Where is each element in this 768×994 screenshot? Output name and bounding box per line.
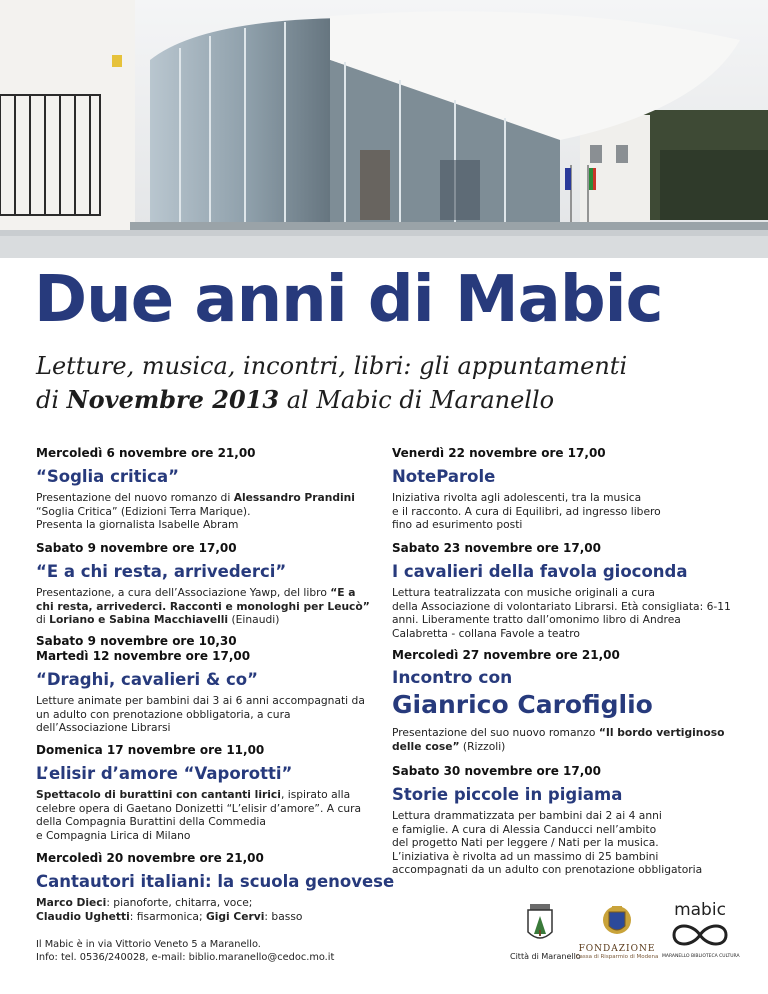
event-description: Lettura teatralizzata con musiche originali a cura della Associazione di volontariato Librarsi. Età consigliata: 6-11 anni. Liberamente tratto dall’omonimo libro di Andrea Calabretta - collana Favole a teatro	[392, 586, 731, 640]
event-date: Mercoledì 6 novembre ore 21,00	[36, 446, 256, 460]
foundation-name: FONDAZIONE	[578, 944, 656, 954]
event-date: Mercoledì 20 novembre ore 21,00	[36, 851, 264, 865]
event-cavalieri-favola	[392, 541, 734, 640]
maranello-logo	[510, 900, 581, 961]
event-date: Sabato 9 novembre ore 10,30	[36, 634, 237, 648]
event-title: L’elisir d’amore “Vaporotti”	[36, 764, 293, 783]
city-crest-icon	[510, 900, 570, 948]
event-title: “E a chi resta, arrivederci”	[36, 562, 287, 581]
subtitle-line-1: Letture, musica, incontri, libri: gli appuntamenti	[36, 352, 628, 380]
event-description: Iniziativa rivolta agli adolescenti, tra la musica e il racconto. A cura di Equilibri, ad ingresso libero fino ad esurimento posti	[392, 491, 661, 532]
event-soglia-critica	[36, 446, 376, 532]
footer-contact: Info: tel. 0536/240028, e-mail: biblio.maranello@cedoc.mo.it	[36, 952, 335, 963]
event-description: Lettura drammatizzata per bambini dai 2 ai 4 anni e famiglie. A cura di Alessia Canducci nell’ambito del progetto Nati per leggere / Nati per la musica. L’iniziativa è rivolta ad un massimo di 25 bambini accompagnati da un adulto con prenotazione obbligatoria	[392, 809, 703, 877]
event-carofiglio	[392, 648, 734, 753]
event-cantautori-italiani	[36, 851, 395, 923]
event-date: Sabato 23 novembre ore 17,00	[392, 541, 601, 555]
foundation-subtitle: Cassa di Risparmio di Modena	[575, 954, 659, 960]
library-building-image	[0, 0, 768, 258]
event-description: Marco Dieci: pianoforte, chitarra, voce; Claudio Ughetti: fisarmonica; Gigi Cervi: basso	[36, 896, 303, 923]
crest-label: Città di Maranello	[510, 952, 581, 961]
event-description: Presentazione del suo nuovo romanzo “Il bordo vertiginoso delle cose” (Rizzoli)	[392, 726, 725, 753]
event-draghi-cavalieri	[36, 634, 376, 735]
mabic-wordmark: mabic	[674, 900, 726, 920]
event-description: Presentazione, a cura dell’Associazione Yawp, del libro “E a chi resta, arrivederci. Racconti e monologhi per Leucò” di Loriano e Sabina Macchiavelli (Einaudi)	[36, 586, 370, 627]
event-e-a-chi-resta	[36, 541, 376, 627]
event-date: Venerdì 22 novembre ore 17,00	[392, 446, 606, 460]
event-title: Storie piccole in pigiama	[392, 785, 623, 804]
event-date: Sabato 30 novembre ore 17,00	[392, 764, 601, 778]
page-title: Due anni di Mabic	[34, 263, 663, 337]
header-photo	[0, 0, 768, 258]
footer-address: Il Mabic è in via Vittorio Veneto 5 a Maranello.	[36, 939, 261, 950]
event-guest-name: Gianrico Carofiglio	[392, 690, 653, 719]
infinity-icon	[662, 920, 738, 950]
event-storie-piccole	[392, 764, 734, 877]
event-title: “Draghi, cavalieri & co”	[36, 670, 258, 689]
subtitle-line-2: di Novembre 2013 al Mabic di Maranello	[36, 385, 555, 414]
event-title: Incontro con	[392, 668, 513, 688]
event-description: Spettacolo di burattini con cantanti lirici, ispirato alla celebre opera di Gaetano Donizetti “L’elisir d’amore”. A cura della Compagnia Burattini della Commedia e Compagnia Lirica di Milano	[36, 788, 362, 842]
event-description: Letture animate per bambini dai 3 ai 6 anni accompagnati da un adulto con prenotazione obbligatoria, a cura dell’Associazione Librarsi	[36, 694, 365, 735]
event-title: “Soglia critica”	[36, 467, 179, 486]
event-description: Presentazione del nuovo romanzo di Alessandro Prandini “Soglia Critica” (Edizioni Terra Marique). Presenta la giornalista Isabelle Abram	[36, 491, 355, 532]
footer-info	[36, 938, 416, 964]
event-date: Sabato 9 novembre ore 17,00	[36, 541, 237, 555]
event-title: I cavalieri della favola gioconda	[392, 562, 688, 581]
mabic-logo	[662, 900, 738, 959]
foundation-crest-icon	[572, 900, 662, 940]
page-subtitle	[36, 350, 756, 417]
mabic-subtitle: MARANELLO BIBLIOTECA CULTURA	[662, 954, 740, 959]
event-date-2: Martedì 12 novembre ore 17,00	[36, 649, 251, 663]
event-title: NoteParole	[392, 467, 496, 486]
event-elisir-damore	[36, 743, 376, 842]
event-title: Cantautori italiani: la scuola genovese	[36, 872, 395, 891]
fondazione-logo	[572, 900, 662, 960]
event-date: Mercoledì 27 novembre ore 21,00	[392, 648, 620, 662]
event-date: Domenica 17 novembre ore 11,00	[36, 743, 265, 757]
event-noteparole	[392, 446, 734, 532]
subtitle-month: Novembre 2013	[66, 385, 280, 414]
